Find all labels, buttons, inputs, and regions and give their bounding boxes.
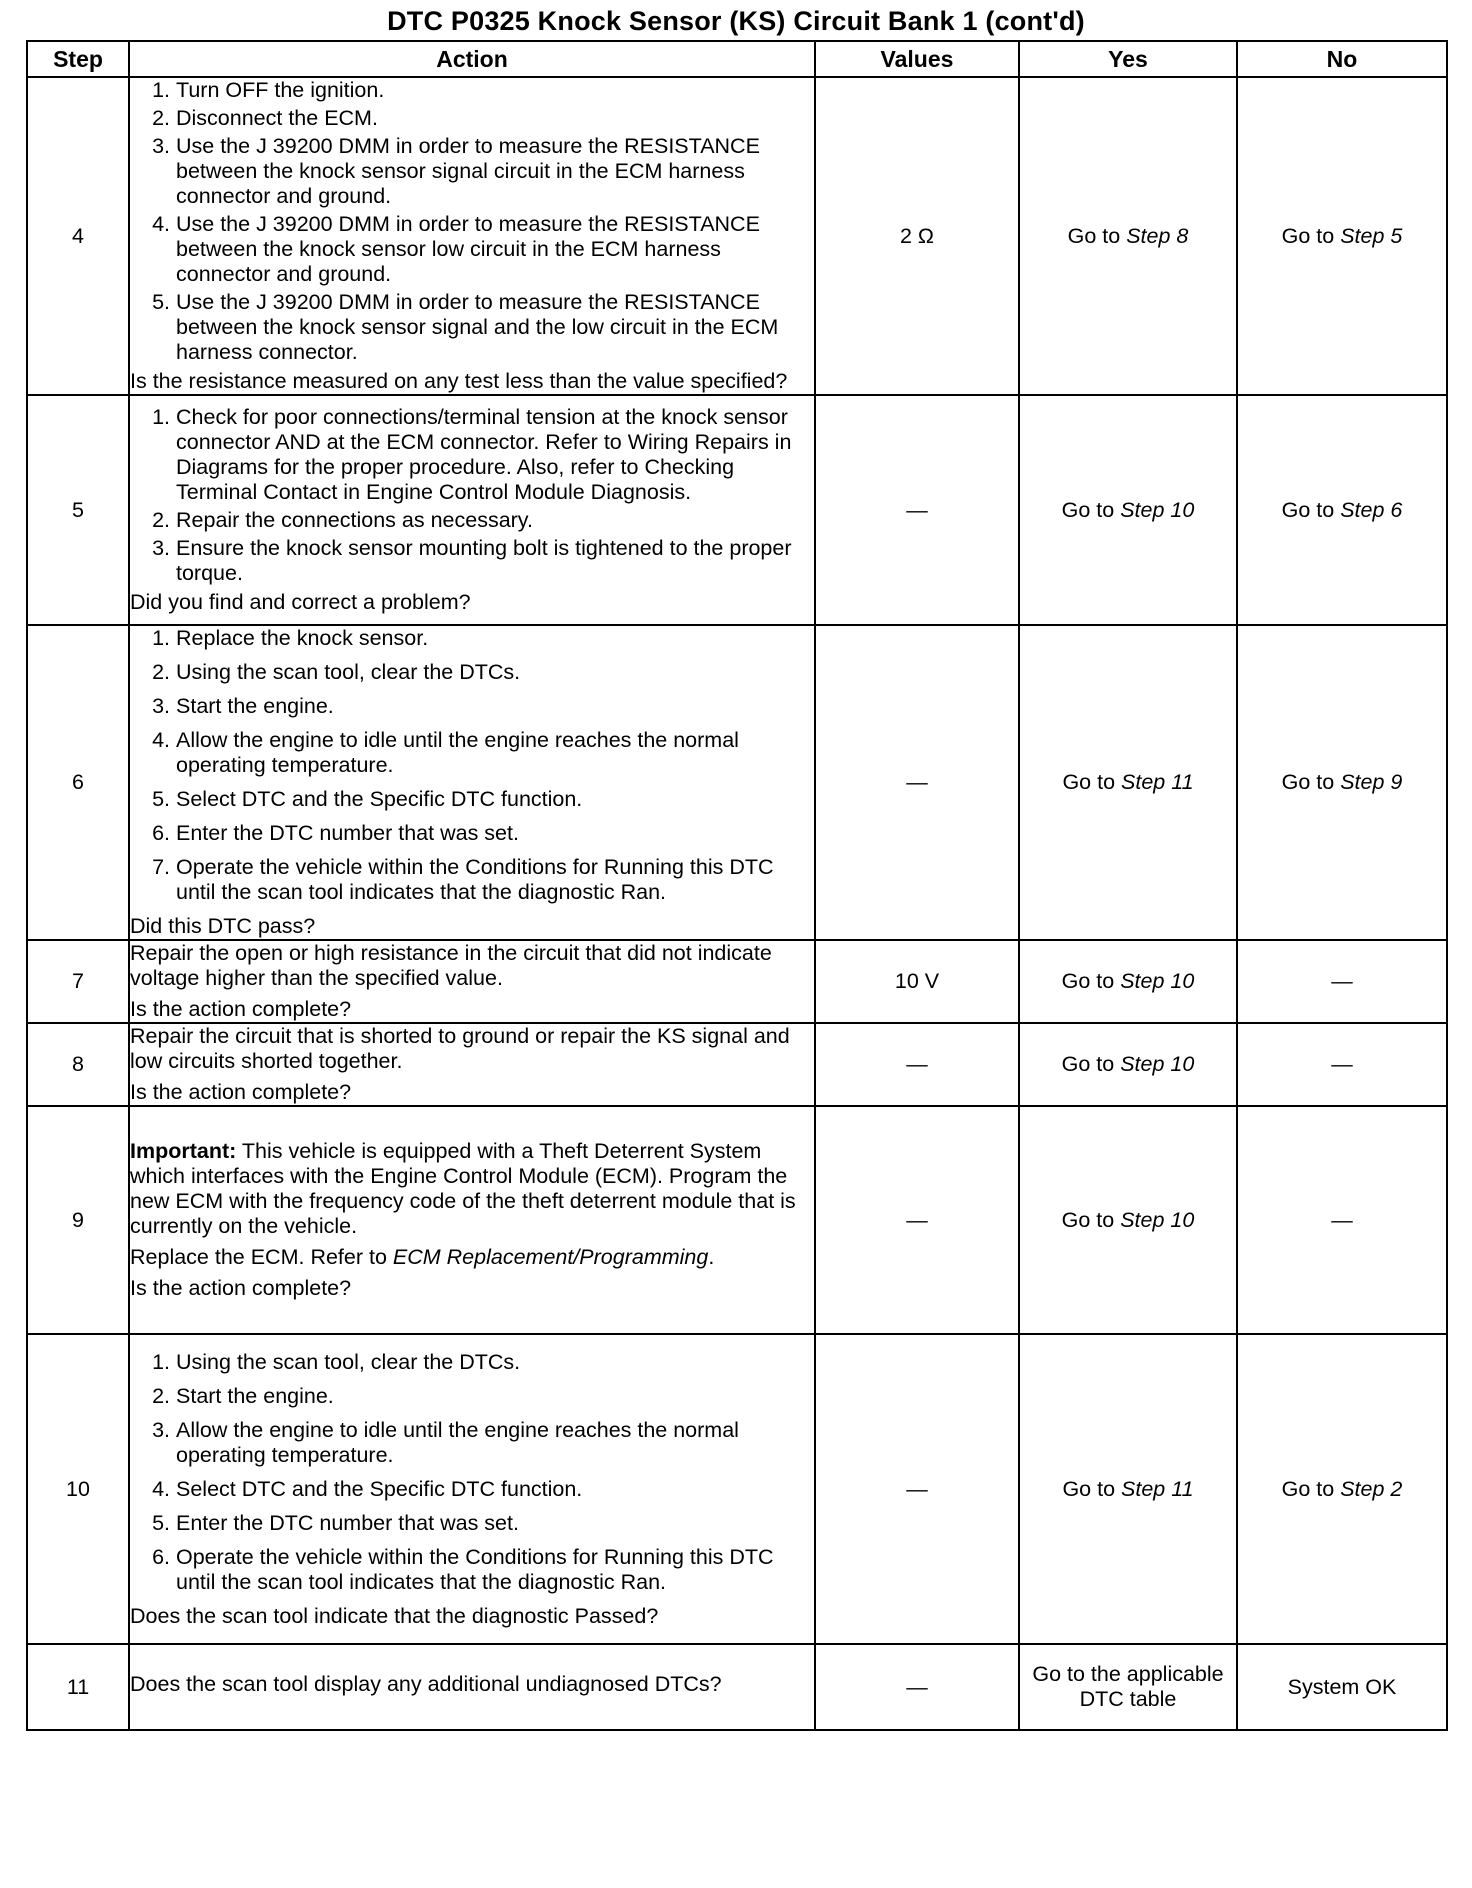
header-no: No bbox=[1237, 41, 1447, 77]
step-number: 8 bbox=[27, 1023, 129, 1106]
list-item: 6. Enter the DTC number that was set. bbox=[176, 821, 814, 846]
go-to-label: Go to bbox=[1062, 1476, 1122, 1501]
no-cell: — bbox=[1237, 1106, 1447, 1334]
list-item: 3. Ensure the knock sensor mounting bolt is tightened to the proper torque. bbox=[176, 536, 814, 586]
header-row bbox=[27, 41, 1447, 77]
header-yes: Yes bbox=[1019, 41, 1237, 77]
list-item: 6. Operate the vehicle within the Conditions for Running this DTC until the scan tool indicates that the diagnostic Ran. bbox=[176, 1545, 814, 1595]
action-cell bbox=[129, 940, 815, 1023]
list-item: 7. Operate the vehicle within the Conditions for Running this DTC until the scan tool indicates that the diagnostic Ran. bbox=[176, 855, 814, 905]
value-cell: 2 Ω bbox=[815, 77, 1019, 395]
yes-cell bbox=[1019, 940, 1237, 1023]
value-cell: — bbox=[815, 625, 1019, 940]
no-step-link[interactable]: Step 9 bbox=[1340, 770, 1403, 794]
table-row-step-7 bbox=[27, 940, 1447, 1023]
no-cell bbox=[1237, 1334, 1447, 1644]
list-item: 1. Turn OFF the ignition. bbox=[176, 78, 814, 103]
no-step-link[interactable]: Step 2 bbox=[1340, 1476, 1403, 1501]
table-row-step-8 bbox=[27, 1023, 1447, 1106]
list-item: 2. Using the scan tool, clear the DTCs. bbox=[176, 660, 814, 685]
list-item: 1. Check for poor connections/terminal tension at the knock sensor connector AND at the ECM connector. Refer to Wiring Repairs in Diagrams for the proper procedure. Also, refer to Checking Terminal Contact in Engine Control Module Diagnosis. bbox=[176, 405, 814, 505]
go-to-label: Go to bbox=[1061, 1052, 1121, 1076]
header-step: Step bbox=[27, 41, 129, 77]
dtc-table bbox=[26, 40, 1448, 1731]
list-item: 4. Select DTC and the Specific DTC function. bbox=[176, 1477, 814, 1502]
table-row-step-9 bbox=[27, 1106, 1447, 1334]
list-item: 2. Repair the connections as necessary. bbox=[176, 508, 814, 533]
header-values: Values bbox=[815, 41, 1019, 77]
replace-instruction: Replace the ECM. Refer to ECM Replacement/Programming. bbox=[130, 1245, 715, 1269]
yes-cell bbox=[1019, 77, 1237, 395]
question-text: Is the action complete? bbox=[130, 1276, 352, 1300]
yes-step-link[interactable]: Step 11 bbox=[1121, 770, 1194, 794]
action-list bbox=[130, 626, 814, 905]
table-row-step-5 bbox=[27, 395, 1447, 625]
action-text: Repair the open or high resistance in the circuit that did not indicate voltage higher than the specified value. bbox=[130, 941, 772, 990]
no-cell: — bbox=[1237, 940, 1447, 1023]
list-item: 4. Use the J 39200 DMM in order to measure the RESISTANCE between the knock sensor low circuit in the ECM harness connector and ground. bbox=[176, 212, 814, 287]
important-label: Important: bbox=[130, 1139, 237, 1163]
list-item: 2. Disconnect the ECM. bbox=[176, 106, 814, 131]
question-text: Does the scan tool indicate that the diagnostic Passed? bbox=[130, 1603, 659, 1628]
question-text: Is the action complete? bbox=[130, 1080, 352, 1104]
action-cell bbox=[129, 77, 815, 395]
important-text: This vehicle is equipped with a Theft Deterrent System which interfaces with the Engine Control Module (ECM). Program the new ECM with the frequency code of the theft deterrent module that is currently on the vehicle. bbox=[130, 1139, 796, 1238]
go-to-label: Go to bbox=[1281, 223, 1341, 248]
yes-step-link[interactable]: Step 8 bbox=[1126, 223, 1189, 248]
step-number: 5 bbox=[27, 395, 129, 625]
table-row-step-10 bbox=[27, 1334, 1447, 1644]
yes-cell[interactable]: Go to the applicable DTC table bbox=[1019, 1644, 1237, 1730]
action-cell bbox=[129, 625, 815, 940]
list-item: 2. Start the engine. bbox=[176, 1384, 814, 1409]
no-cell: System OK bbox=[1237, 1644, 1447, 1730]
yes-cell bbox=[1019, 1023, 1237, 1106]
go-to-label: Go to bbox=[1281, 1476, 1341, 1501]
value-cell: 10 V bbox=[815, 940, 1019, 1023]
list-item: 3. Use the J 39200 DMM in order to measure the RESISTANCE between the knock sensor signal circuit in the ECM harness connector and ground. bbox=[176, 134, 814, 209]
no-cell: — bbox=[1237, 1023, 1447, 1106]
step-number: 10 bbox=[27, 1334, 129, 1644]
value-cell: — bbox=[815, 1644, 1019, 1730]
list-item: 1. Replace the knock sensor. bbox=[176, 626, 814, 651]
question-text: Does the scan tool display any additional undiagnosed DTCs? bbox=[130, 1671, 722, 1696]
no-cell bbox=[1237, 625, 1447, 940]
list-item: 4. Allow the engine to idle until the engine reaches the normal operating temperature. bbox=[176, 728, 814, 778]
action-cell bbox=[129, 1334, 815, 1644]
action-list bbox=[130, 78, 814, 365]
list-item: 1. Using the scan tool, clear the DTCs. bbox=[176, 1350, 814, 1375]
action-list bbox=[130, 405, 814, 586]
yes-cell bbox=[1019, 395, 1237, 625]
yes-cell bbox=[1019, 1106, 1237, 1334]
value-cell: — bbox=[815, 1334, 1019, 1644]
no-step-link[interactable]: Step 6 bbox=[1340, 497, 1403, 522]
yes-cell bbox=[1019, 625, 1237, 940]
go-to-label: Go to bbox=[1281, 497, 1341, 522]
question-text: Is the resistance measured on any test less than the value specified? bbox=[130, 369, 788, 393]
question-text: Did this DTC pass? bbox=[130, 914, 316, 938]
yes-step-link[interactable]: Step 10 bbox=[1120, 497, 1195, 522]
go-to-label: Go to bbox=[1061, 969, 1121, 993]
yes-cell bbox=[1019, 1334, 1237, 1644]
value-cell: — bbox=[815, 395, 1019, 625]
table-row-step-11 bbox=[27, 1644, 1447, 1730]
action-cell bbox=[129, 1106, 815, 1334]
value-cell: — bbox=[815, 1023, 1019, 1106]
list-item: 3. Start the engine. bbox=[176, 694, 814, 719]
page-title: DTC P0325 Knock Sensor (KS) Circuit Bank 1 (cont'd) bbox=[387, 6, 1085, 36]
replace-prefix: Replace the ECM. Refer to bbox=[130, 1245, 393, 1269]
important-note bbox=[130, 1139, 814, 1239]
action-cell bbox=[129, 395, 815, 625]
go-to-label: Go to bbox=[1061, 497, 1121, 522]
header-action: Action bbox=[129, 41, 815, 77]
value-cell: — bbox=[815, 1106, 1019, 1334]
yes-step-link[interactable]: Step 10 bbox=[1120, 1207, 1195, 1232]
step-number: 7 bbox=[27, 940, 129, 1023]
action-list bbox=[130, 1350, 814, 1595]
yes-step-link[interactable]: Step 10 bbox=[1120, 1052, 1195, 1076]
action-text: Repair the circuit that is shorted to ground or repair the KS signal and low circuits shorted together. bbox=[130, 1024, 790, 1073]
replace-reference-link[interactable]: ECM Replacement/Programming bbox=[392, 1245, 709, 1269]
list-item: 5. Select DTC and the Specific DTC function. bbox=[176, 787, 814, 812]
step-number: 6 bbox=[27, 625, 129, 940]
go-to-label: Go to bbox=[1061, 1207, 1121, 1232]
yes-step-link[interactable]: Step 11 bbox=[1121, 1476, 1194, 1501]
list-item: 3. Allow the engine to idle until the engine reaches the normal operating temperature. bbox=[176, 1418, 814, 1468]
table-row-step-6 bbox=[27, 625, 1447, 940]
list-item: 5. Enter the DTC number that was set. bbox=[176, 1511, 814, 1536]
list-item: 5. Use the J 39200 DMM in order to measure the RESISTANCE between the knock sensor signal and the low circuit in the ECM harness connector. bbox=[176, 290, 814, 365]
go-to-label: Go to bbox=[1067, 223, 1127, 248]
action-cell bbox=[129, 1023, 815, 1106]
question-text: Is the action complete? bbox=[130, 997, 352, 1021]
yes-step-link[interactable]: Step 10 bbox=[1120, 969, 1195, 993]
question-text: Did you find and correct a problem? bbox=[130, 590, 471, 614]
step-number: 4 bbox=[27, 77, 129, 395]
action-cell bbox=[129, 1644, 815, 1730]
go-to-label: Go to bbox=[1062, 770, 1122, 794]
go-to-label: Go to bbox=[1281, 770, 1341, 794]
no-cell bbox=[1237, 395, 1447, 625]
step-number: 11 bbox=[27, 1644, 129, 1730]
step-number: 9 bbox=[27, 1106, 129, 1334]
no-step-link[interactable]: Step 5 bbox=[1340, 223, 1403, 248]
table-row-step-4 bbox=[27, 77, 1447, 395]
no-cell bbox=[1237, 77, 1447, 395]
